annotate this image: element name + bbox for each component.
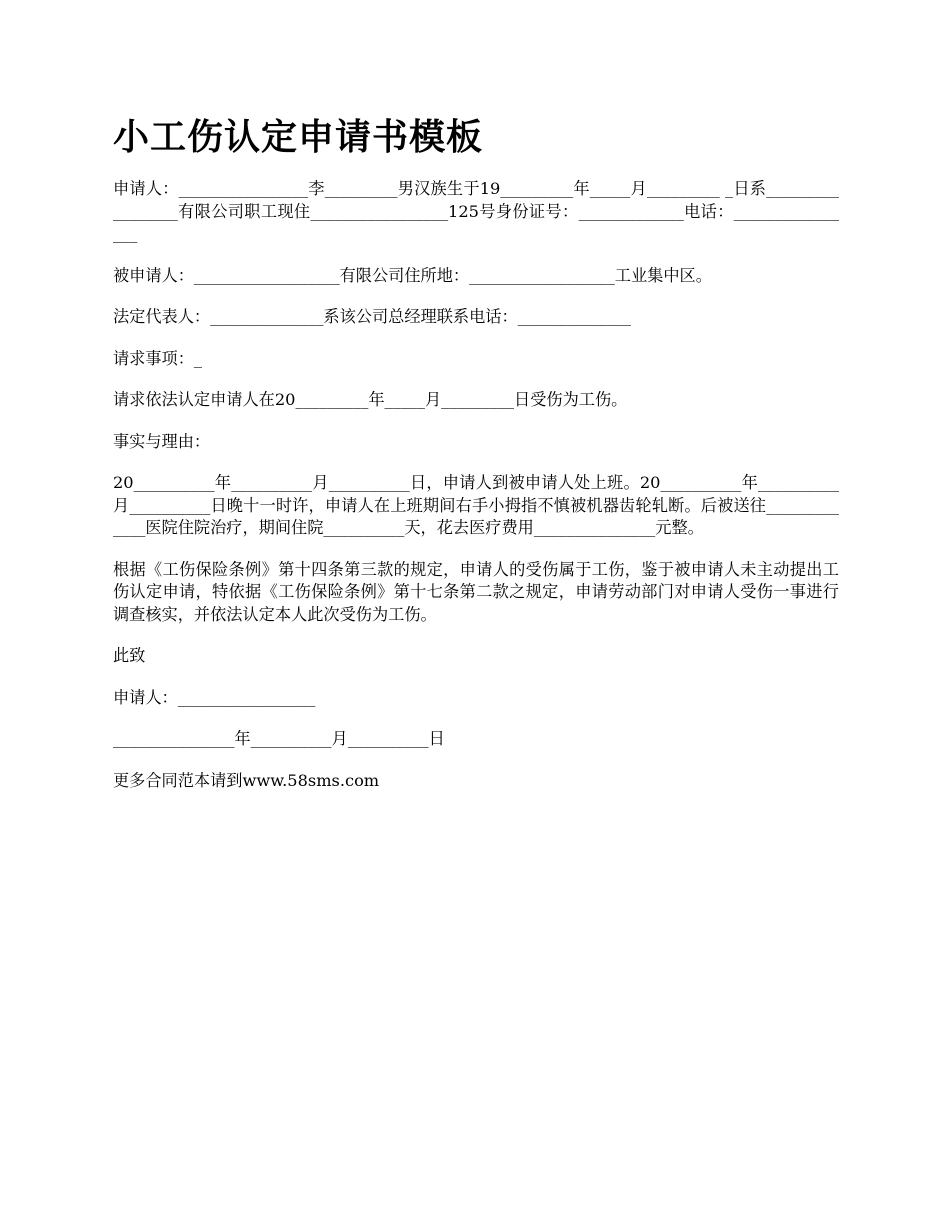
salutation-text: 此致 — [113, 646, 146, 665]
respondent-info-paragraph: 被申请人：__________________有限公司住所地：__________________工业集中区。 — [113, 265, 712, 285]
legal-representative-paragraph: 法定代表人：______________系该公司总经理联系电话：______________ — [113, 307, 631, 326]
facts-paragraph: 20__________年__________月__________日，申请人到被申请人处上班。20__________年__________月__________日晚十一时许，申请人在上班期间右手小拇指不慎被机器齿轮轧断。后被送往_____________医院住院治疗，期间住院__________天，花去医疗费用_______________元整。 — [113, 473, 839, 537]
applicant-info-paragraph: 申请人：________________李_________男汉族生于19_________年_____月_________ _日系_________________有限公司职工现住_________________125号身份证号：_____________电话：________________ — [113, 179, 839, 243]
document-page — [113, 110, 839, 811]
footer-promo-text: 更多合同范本请到www.58sms.com — [113, 770, 380, 790]
signature-applicant-line: 申请人：_________________ — [113, 687, 316, 707]
request-items-heading: 请求事项：_ — [113, 348, 203, 368]
signature-date-line: _______________年__________月__________日 — [113, 729, 445, 748]
legal-basis-paragraph: 根据《工伤保险条例》第十四条第三款的规定，申请人的受伤属于工伤，鉴于被申请人未主动提出工伤认定申请，特依据《工伤保险条例》第十七条第二款之规定，申请劳动部门对申请人受伤一事进行调查核实，并依法认定本人此次受伤为工伤。 — [113, 559, 839, 624]
facts-reasons-heading: 事实与理由： — [113, 431, 211, 451]
request-content-paragraph: 请求依法认定申请人在20_________年_____月_________日受伤为工伤。 — [113, 390, 628, 409]
document-title: 小工伤认定申请书模板 — [113, 116, 484, 158]
